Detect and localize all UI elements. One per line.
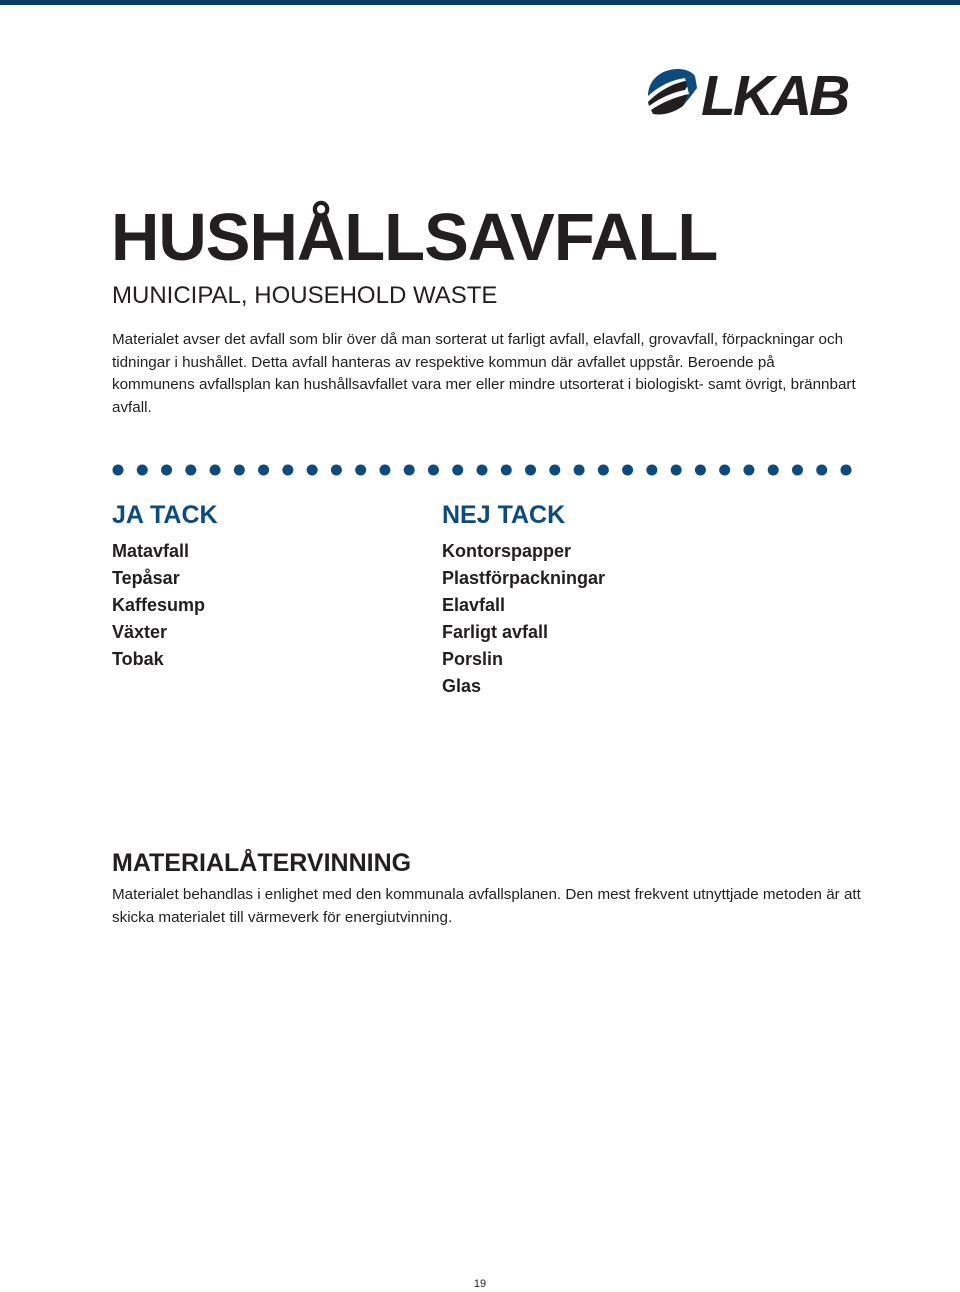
divider-dot	[816, 465, 827, 476]
divider-dot	[428, 465, 439, 476]
rejected-item: Glas	[442, 676, 482, 696]
intro-paragraph: Materialet avser det avfall som blir över då man sorterat ut farligt avfall, elavfall, grovavfall, förpackningar och tidningar i hushållet. Detta avfall hanteras av respektive kommun där avfallet uppstår. Beroende på kommunens avfallsplan kan hushållsavfallet vara mer eller mindre utsorterat i biologiskt- samt övrigt, brännbart avfall.	[112, 331, 856, 416]
divider-dot	[549, 465, 560, 476]
divider-dot	[258, 465, 269, 476]
lkab-wordmark: LKAB	[701, 66, 848, 118]
rejected-item: Farligt avfall	[442, 622, 549, 642]
accepted-list	[112, 538, 218, 673]
divider-dot	[137, 465, 148, 476]
rejected-column	[442, 500, 605, 700]
rejected-list	[442, 538, 605, 700]
divider-dot	[185, 465, 196, 476]
rejected-item: Elavfall	[442, 595, 506, 615]
divider-dot	[355, 465, 366, 476]
divider-dot	[525, 465, 536, 476]
divider-dot	[743, 465, 754, 476]
accepted-item: Tobak	[112, 649, 164, 669]
page-subtitle: MUNICIPAL, HOUSEHOLD WASTE	[112, 282, 498, 309]
divider-dot	[161, 465, 172, 476]
divider-dot	[719, 465, 730, 476]
divider-dot	[282, 465, 293, 476]
divider-dot	[234, 465, 245, 476]
divider-dot	[574, 465, 585, 476]
top-accent-bar	[0, 0, 960, 5]
divider-dot	[646, 465, 657, 476]
divider-dot	[404, 465, 415, 476]
accepted-item: Kaffesump	[112, 595, 206, 615]
accepted-item: Växter	[112, 622, 168, 642]
recycling-heading: MATERIALÅTERVINNING	[112, 849, 412, 877]
divider-dot	[379, 465, 390, 476]
dotted-divider	[112, 462, 852, 478]
divider-dot	[768, 465, 779, 476]
rejected-item: Plastförpackningar	[442, 568, 606, 588]
divider-dot	[841, 465, 852, 476]
rejected-item: Porslin	[442, 649, 504, 669]
page-number: 19	[473, 1278, 487, 1290]
accepted-column	[112, 500, 218, 673]
recycling-paragraph: Materialet behandlas i enlighet med den kommunala avfallsplanen. Den mest frekvent utnyttjade metoden är att skicka materialet till värmeverk för energiutvinning.	[112, 886, 861, 926]
divider-dot	[113, 465, 124, 476]
lkab-emblem-icon	[648, 69, 697, 115]
lkab-logo	[645, 66, 853, 118]
divider-dot	[671, 465, 682, 476]
divider-dot	[307, 465, 318, 476]
accepted-heading: JA TACK	[112, 501, 218, 529]
rejected-item: Kontorspapper	[442, 541, 572, 561]
rejected-heading: NEJ TACK	[442, 501, 566, 529]
divider-dot	[622, 465, 633, 476]
divider-dot	[477, 465, 488, 476]
divider-dot	[695, 465, 706, 476]
page-title: HUSHÅLLSAVFALL	[111, 200, 718, 275]
divider-dot	[501, 465, 512, 476]
accepted-item: Tepåsar	[112, 568, 180, 588]
accepted-item: Matavfall	[112, 541, 190, 561]
divider-dot	[452, 465, 463, 476]
divider-dot	[792, 465, 803, 476]
divider-dot	[210, 465, 221, 476]
divider-dot	[331, 465, 342, 476]
divider-dot	[598, 465, 609, 476]
